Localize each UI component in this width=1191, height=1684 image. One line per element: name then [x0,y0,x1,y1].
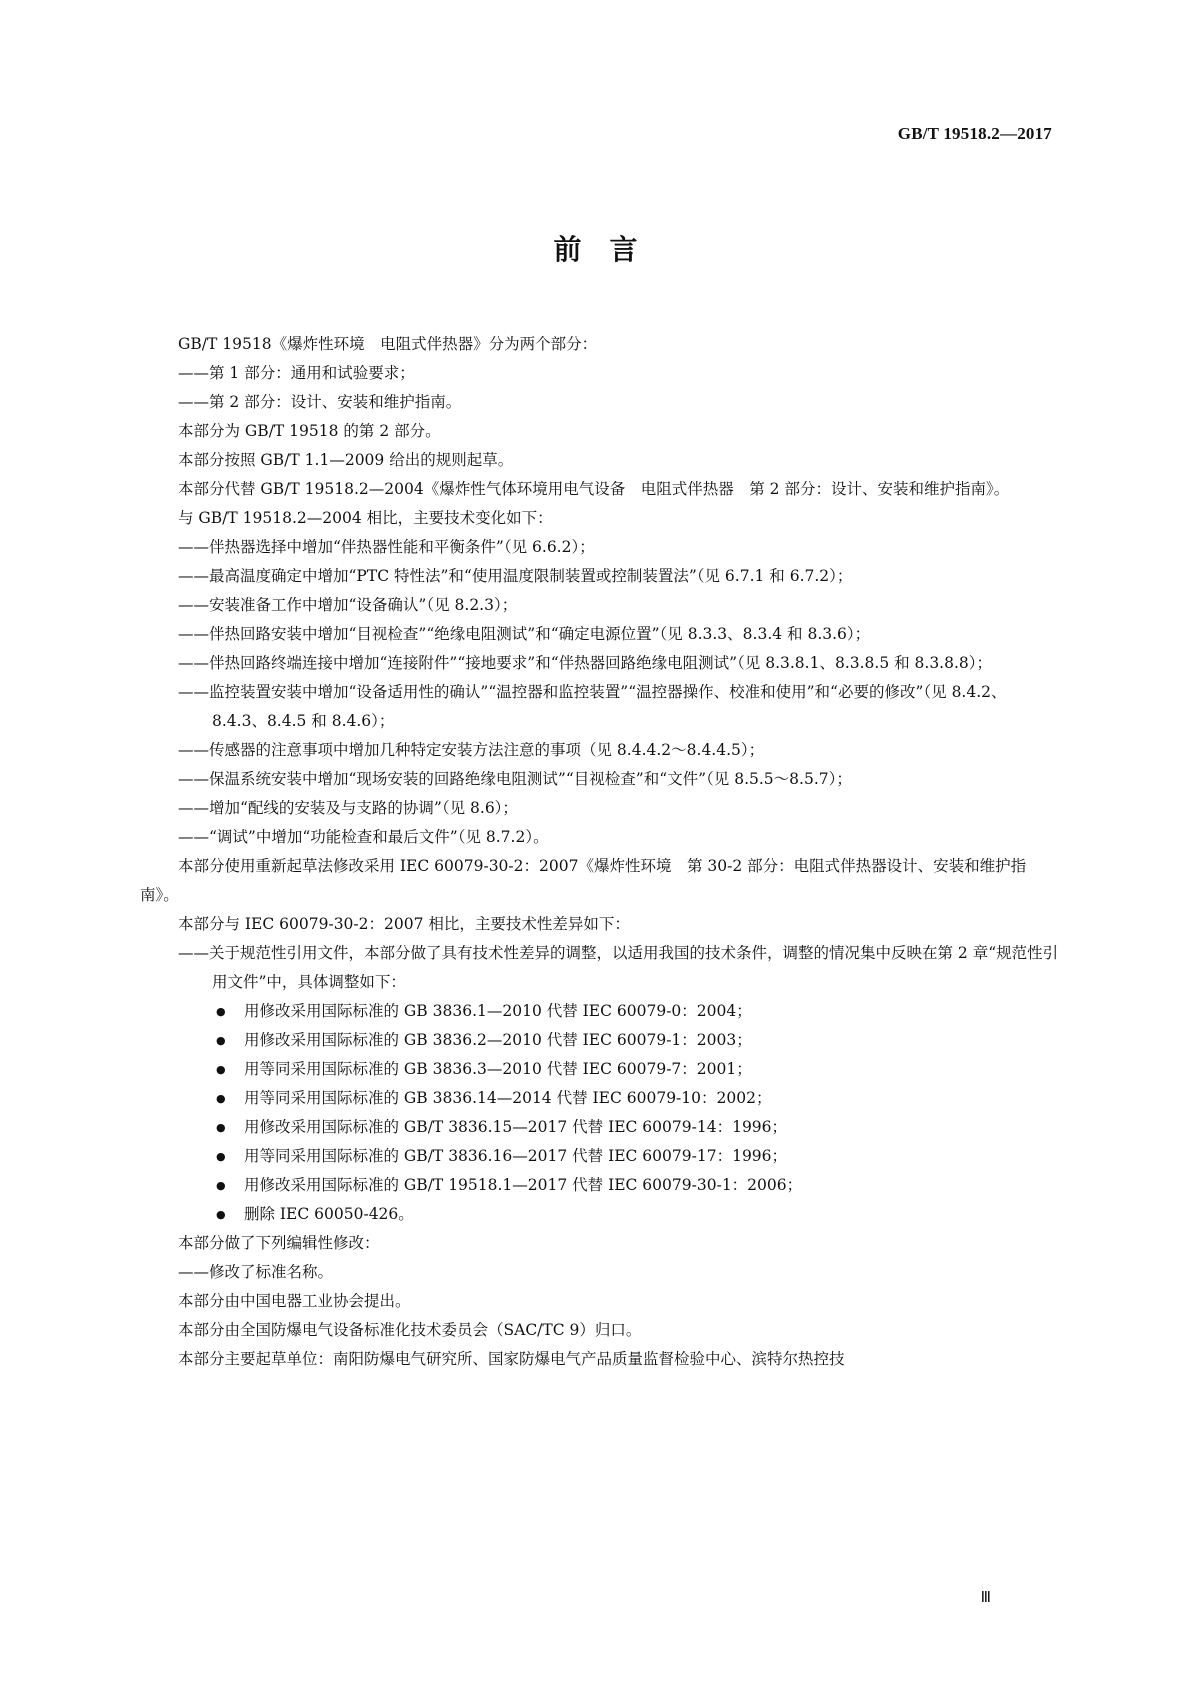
bullet-item: ● 用等同采用国际标准的 GB/T 3836.16—2017 代替 IEC 60079-17：1996； [216,1142,1059,1171]
change-item: ——安装准备工作中增加“设备确认”（见 8.2.3）； [178,596,518,614]
bullet-item: ● 用修改采用国际标准的 GB/T 3836.15—2017 代替 IEC 60079-14：1996； [216,1113,1059,1142]
paragraph: 本部分代替 GB/T 19518.2—2004《爆炸性气体环境用电气设备 电阻式伴热器 第 2 部分：设计、安装和维护指南》。 [178,480,1010,498]
bullet-item: ● 用修改采用国际标准的 GB 3836.2—2010 代替 IEC 60079-1：2003； [216,1026,1059,1055]
change-item: ——保温系统安装中增加“现场安装的回路绝缘电阻测试”“目视检查”和“文件”（见 8.5.5～8.5.7）； [178,770,852,788]
page-title: 前言 [553,233,666,266]
change-item: ——最高温度确定中增加“PTC 特性法”和“使用温度限制装置或控制装置法”（见 6.7.1 和 6.7.2）； [178,567,853,585]
change-item: ——“调试”中增加“功能检查和最后文件”（见 8.7.2）。 [178,828,549,846]
change-item: ——增加“配线的安装及与支路的协调”（见 8.6）； [178,799,518,817]
dash-item: ——关于规范性引用文件，本部分做了具有技术性差异的调整，以适用我国的技术条件，调整的情况集中反映在第 2 章“规范性引用文件”中，具体调整如下： [178,944,1059,991]
bullet-item: ● 用修改采用国际标准的 GB/T 19518.1—2017 代替 IEC 60079-30-1：2006； [216,1171,1059,1200]
page-number: Ⅲ [980,1590,991,1606]
change-item: ——监控装置安装中增加“设备适用性的确认”“温控器和监控装置”“温控器操作、校准和使用”和“必要的修改”（见 8.4.2、8.4.3、8.4.5 和 8.4.6）； [178,683,1007,730]
bullet-list [150,997,1059,1229]
paragraph: 本部分做了下列编辑性修改： [178,1234,380,1252]
change-item: ——伴热回路安装中增加“目视检查”“绝缘电阻测试”和“确定电源位置”（见 8.3.3、8.3.4 和 8.3.6）； [178,625,871,643]
paragraph: 本部分由中国电器工业协会提出。 [178,1292,411,1310]
paragraph: 本部分由全国防爆电气设备标准化技术委员会（SAC/TC 9）归口。 [178,1321,642,1339]
bullet-item: ● 用等同采用国际标准的 GB 3836.3—2010 代替 IEC 60079-7：2001； [216,1055,1059,1084]
dash-item: ——修改了标准名称。 [178,1263,334,1281]
change-item: ——伴热回路终端连接中增加“连接附件”“接地要求”和“伴热器回路绝缘电阻测试”（见 8.3.8.1、8.3.8.5 和 8.3.8.8）； [178,654,993,672]
bullet-item: ● 删除 IEC 60050-426。 [216,1200,1059,1229]
paragraph: 本部分与 IEC 60079-30-2：2007 相比，主要技术性差异如下： [178,915,630,933]
change-item: ——传感器的注意事项中增加几种特定安装方法注意的事项（见 8.4.4.2～8.4.4.5）； [178,741,765,759]
paragraph: 与 GB/T 19518.2—2004 相比，主要技术变化如下： [178,509,553,527]
dash-item: ——第 2 部分：设计、安装和维护指南。 [178,393,462,411]
document-body [140,330,1059,1374]
paragraph: 本部分主要起草单位：南阳防爆电气研究所、国家防爆电气产品质量监督检验中心、滨特尔热控技 [178,1350,845,1368]
bullet-item: ● 用修改采用国际标准的 GB 3836.1—2010 代替 IEC 60079-0：2004； [216,997,1059,1026]
change-item: ——伴热器选择中增加“伴热器性能和平衡条件”（见 6.6.2）； [178,538,595,556]
dash-item: ——第 1 部分：通用和试验要求； [178,364,415,382]
paragraph: GB/T 19518《爆炸性环境 电阻式伴热器》分为两个部分： [178,335,598,353]
paragraph: 本部分为 GB/T 19518 的第 2 部分。 [178,422,441,440]
paragraph: 本部分使用重新起草法修改采用 IEC 60079-30-2：2007《爆炸性环境 第 30-2 部分：电阻式伴热器设计、安装和维护指南》。 [140,857,1027,904]
bullet-item: ● 用等同采用国际标准的 GB 3836.14—2014 代替 IEC 60079-10：2002； [216,1084,1059,1113]
paragraph: 本部分按照 GB/T 1.1—2009 给出的规则起草。 [178,451,514,469]
standard-code: GB/T 19518.2—2017 [897,124,1052,143]
